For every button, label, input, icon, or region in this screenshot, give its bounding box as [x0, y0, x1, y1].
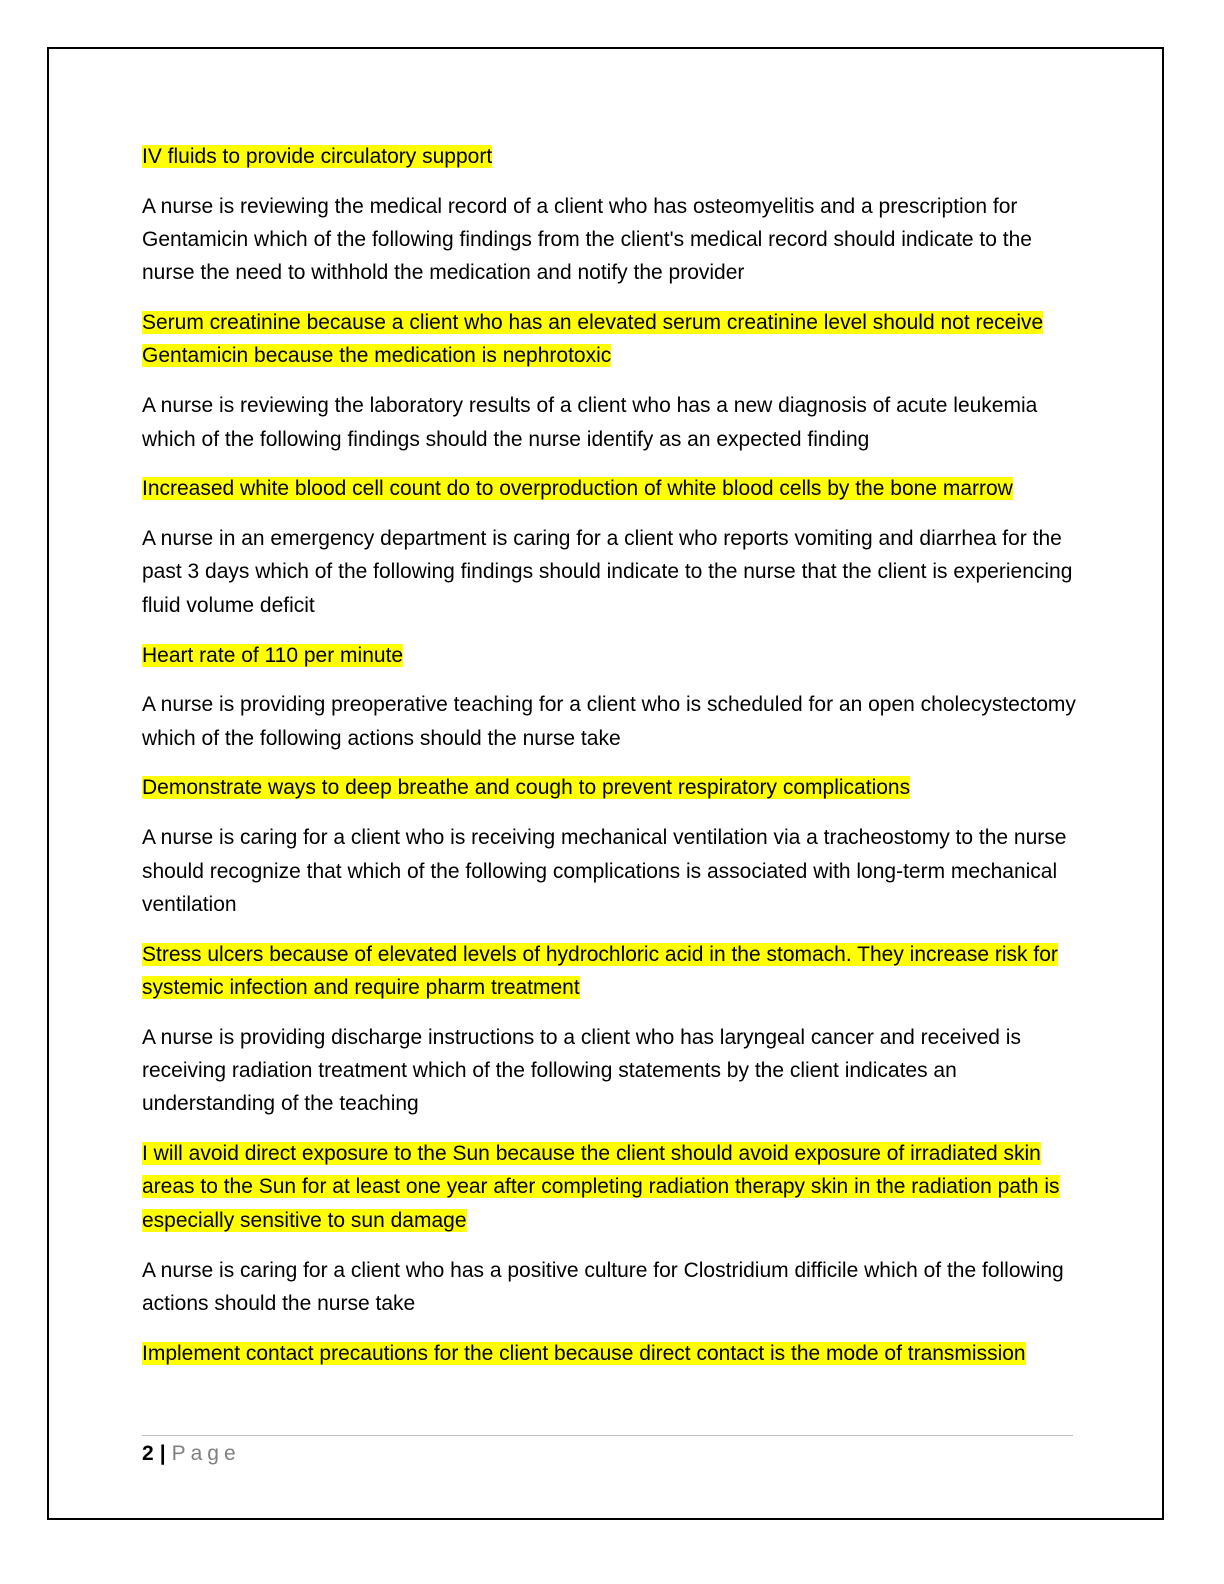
question-text: A nurse is caring for a client who has a positive culture for Clostridium difficile which of the following actions should the nurse take	[142, 1258, 1064, 1315]
page-label: Page	[171, 1442, 241, 1465]
question-text: A nurse is caring for a client who is receiving mechanical ventilation via a tracheostomy to the nurse should recognize that which of the following complications is associated with long-term mechanical ventilation	[142, 826, 1067, 916]
question-paragraph	[142, 190, 1077, 290]
answer-paragraph	[142, 639, 1077, 672]
highlighted-text: Serum creatinine because a client who has an elevated serum creatinine level should not receive Gentamicin because the medication is nephrotoxic	[142, 311, 1044, 368]
answer-paragraph	[142, 771, 1077, 804]
highlighted-text: Implement contact precautions for the client because direct contact is the mode of transmission	[142, 1341, 1026, 1365]
question-text: A nurse is providing preoperative teaching for a client who is scheduled for an open cholecystectomy which of the following actions should the nurse take	[142, 693, 1076, 750]
highlighted-text: Increased white blood cell count do to overproduction of white blood cells by the bone marrow	[142, 477, 1013, 501]
highlighted-text: Stress ulcers because of elevated levels of hydrochloric acid in the stomach. They increase risk for systemic infection and require pharm treatment	[142, 942, 1058, 999]
answer-paragraph	[142, 1137, 1077, 1237]
answer-paragraph	[142, 140, 1077, 173]
question-paragraph	[142, 1021, 1077, 1121]
question-paragraph	[142, 1254, 1077, 1321]
page-number: 2	[142, 1442, 154, 1465]
question-text: A nurse is providing discharge instructions to a client who has laryngeal cancer and received is receiving radiation treatment which of the following statements by the client indicates an understanding of the teaching	[142, 1025, 1021, 1116]
document-body	[142, 140, 1077, 1386]
answer-paragraph	[142, 1337, 1077, 1370]
highlighted-text: IV fluids to provide circulatory support	[142, 145, 493, 168]
question-paragraph	[142, 522, 1077, 622]
question-text: A nurse in an emergency department is caring for a client who reports vomiting and diarrhea for the past 3 days which of the following findings should indicate to the nurse that the client is experiencing fluid volume deficit	[142, 527, 1073, 617]
question-paragraph	[142, 688, 1077, 755]
answer-paragraph	[142, 306, 1077, 373]
footer-divider	[142, 1435, 1073, 1436]
question-text: A nurse is reviewing the medical record of a client who has osteomyelitis and a prescription for Gentamicin which of the following findings from the client's medical record should indicate to the nurse the need to withhold the medication and notify the provider	[142, 194, 1032, 285]
answer-paragraph	[142, 938, 1077, 1005]
question-paragraph	[142, 821, 1077, 921]
highlighted-text: Heart rate of 110 per minute	[142, 643, 404, 667]
highlighted-text: Demonstrate ways to deep breathe and cough to prevent respiratory complications	[142, 776, 911, 800]
highlighted-text: I will avoid direct exposure to the Sun because the client should avoid exposure of irradiated skin areas to the Sun for at least one year after completing radiation therapy skin in the radiation path is especially sensitive to sun damage	[142, 1142, 1060, 1232]
question-text: A nurse is reviewing the laboratory results of a client who has a new diagnosis of acute leukemia which of the following findings should the nurse identify as an expected finding	[142, 394, 1038, 451]
page-footer	[142, 1440, 241, 1468]
question-paragraph	[142, 389, 1077, 456]
footer-separator: |	[159, 1442, 166, 1465]
answer-paragraph	[142, 472, 1077, 505]
